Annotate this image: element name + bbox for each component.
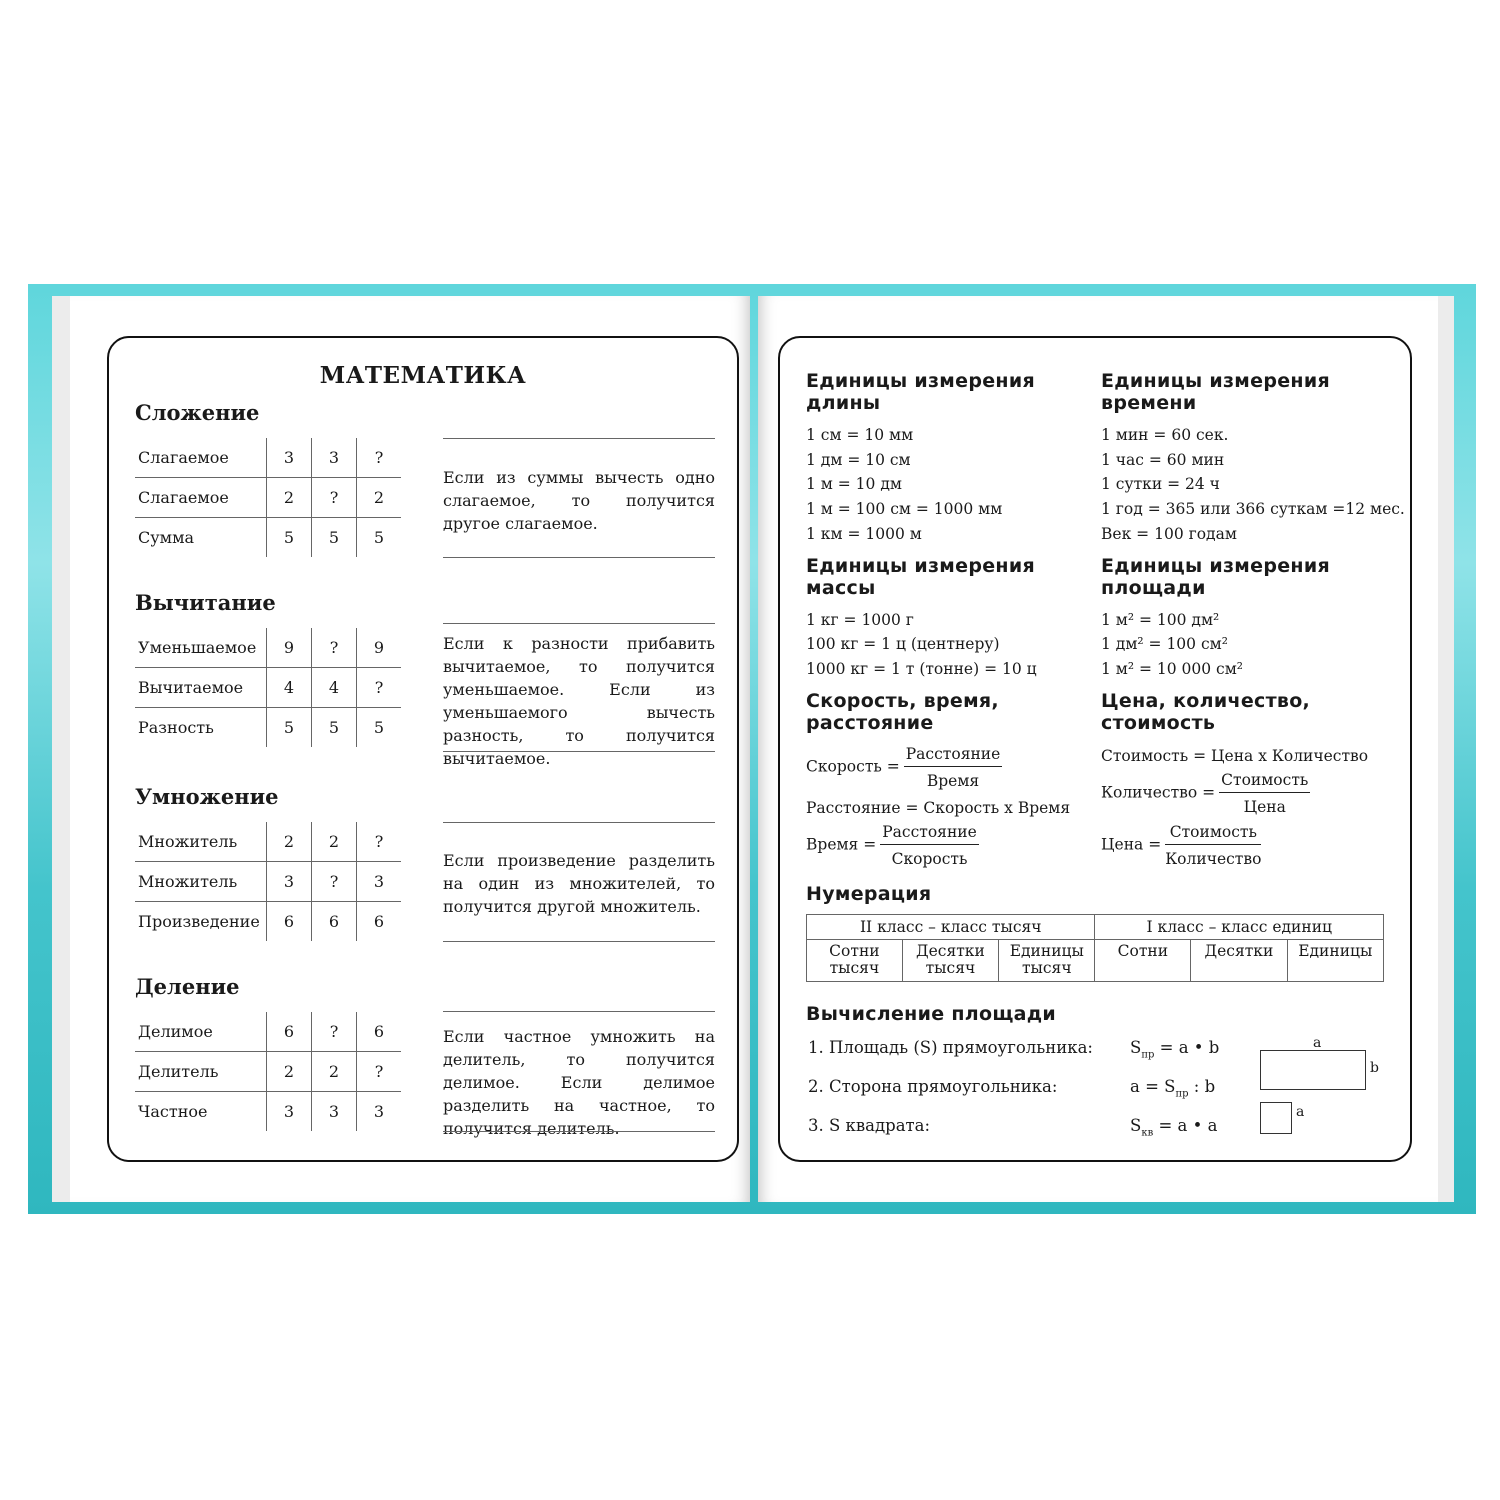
heading-numeration: Нумерация <box>806 883 932 905</box>
list-item: 1 м² = 10 000 см² <box>1101 660 1244 678</box>
cell-value: 2 <box>312 1052 357 1092</box>
area-item-side: 2. Сторона прямоугольника: <box>808 1077 1058 1096</box>
list-item: 1 см = 10 мм <box>806 426 914 444</box>
column-label: Десятки <box>916 942 985 960</box>
cell-value: 3 <box>267 862 312 902</box>
list-item: 1 дм = 10 см <box>806 451 911 469</box>
list-item: 1000 кг = 1 т (тонне) = 10 ц <box>806 660 1037 678</box>
cell-value: 6 <box>357 1012 402 1052</box>
section-heading-division: Деление <box>135 974 240 999</box>
table-row <box>135 518 401 558</box>
column-label: тысяч <box>1021 959 1072 977</box>
column-label: тысяч <box>925 959 976 977</box>
numeration-column <box>902 940 998 982</box>
cell-value: 3 <box>267 1092 312 1132</box>
list-item: 1 час = 60 мин <box>1101 451 1225 469</box>
numeration-column <box>999 940 1095 982</box>
class-thousands: II класс – класс тысяч <box>807 915 1095 940</box>
formula-rectangle-side <box>1130 1077 1215 1099</box>
cell-value: 3 <box>267 438 312 478</box>
fraction-denominator: Цена <box>1243 798 1286 816</box>
column-label: Десятки <box>1204 942 1274 960</box>
formula-cost: Стоимость = Цена х Количество <box>1101 747 1369 765</box>
heading-line: расстояние <box>806 712 934 734</box>
formula-rectangle-area <box>1130 1038 1219 1060</box>
rule-top-line <box>443 438 715 439</box>
symbol-s: S <box>1130 1116 1142 1135</box>
heading-line: Единицы измерения <box>1101 370 1330 392</box>
fraction-numerator: Стоимость <box>1219 770 1310 793</box>
cell-value: 6 <box>267 1012 312 1052</box>
table-row <box>135 668 401 708</box>
cell-value: 3 <box>357 862 402 902</box>
list-item: 1 мин = 60 сек. <box>1101 426 1229 444</box>
fraction-numerator: Расстояние <box>904 744 1003 767</box>
rule-bottom-line <box>443 941 715 942</box>
cell-value: 6 <box>267 902 312 942</box>
rule-bottom-line <box>443 557 715 558</box>
cell-value: 2 <box>267 478 312 518</box>
cell-value: ? <box>312 478 357 518</box>
square-diagram <box>1260 1102 1292 1134</box>
column-label: Единицы <box>1298 942 1373 960</box>
fraction <box>1165 822 1261 869</box>
column-label: Сотни <box>1117 942 1169 960</box>
list-item: 1 км = 1000 м <box>806 525 922 543</box>
row-label: Уменьшаемое <box>138 638 257 657</box>
cell-value: 2 <box>312 822 357 862</box>
rectangle-diagram <box>1260 1050 1366 1090</box>
right-page-frame <box>778 336 1412 1162</box>
table-row <box>135 628 401 668</box>
row-label: Делитель <box>135 1052 267 1092</box>
cell-value: 3 <box>312 438 357 478</box>
formula-tail: = a • a <box>1158 1116 1218 1135</box>
table-row <box>135 478 401 518</box>
cell-value: ? <box>312 1012 357 1052</box>
list-item: 1 м = 10 дм <box>806 475 902 493</box>
formula-tail: : b <box>1193 1077 1216 1096</box>
rule-top-line <box>443 623 715 624</box>
column-label: тысяч <box>829 959 880 977</box>
heading-line: стоимость <box>1101 712 1216 734</box>
table-row <box>135 862 401 902</box>
row-label: Частное <box>135 1092 267 1132</box>
table-division <box>135 1012 401 1131</box>
formula-square-area <box>1130 1116 1217 1138</box>
fraction-numerator: Стоимость <box>1165 822 1261 845</box>
cell-value: 5 <box>267 708 312 748</box>
column-label: Сотни <box>829 942 880 960</box>
formula-tail: = a • b <box>1159 1038 1220 1057</box>
cell-value: ? <box>357 438 402 478</box>
table-subtraction <box>135 628 401 747</box>
label-a: a <box>1313 1035 1322 1051</box>
fraction-denominator: Время <box>926 772 980 790</box>
cell-value: 6 <box>312 902 357 942</box>
fraction <box>904 744 1003 791</box>
row-label: Вычитаемое <box>135 668 267 708</box>
list-item: Век = 100 годам <box>1101 525 1237 543</box>
fraction-denominator: Скорость <box>891 850 968 868</box>
heading-time-units <box>1101 370 1330 414</box>
fraction-numerator: Расстояние <box>880 822 979 845</box>
heading-line: времени <box>1101 392 1197 414</box>
rule-text-addition: Если из суммы вычесть одно слагаемое, то получится другое слагаемое. <box>443 468 715 533</box>
numeration-table <box>806 914 1384 982</box>
cell-value: 5 <box>267 518 312 558</box>
row-label: Разность <box>135 708 267 748</box>
heading-line: площади <box>1101 577 1206 599</box>
heading-line: длины <box>806 392 881 414</box>
table-row <box>135 902 401 942</box>
formula-lhs: Скорость = <box>806 757 900 776</box>
cell-value: 5 <box>312 518 357 558</box>
class-units: I класс – класс единиц <box>1095 915 1384 940</box>
rule-bottom-line <box>443 1131 715 1132</box>
heading-line: массы <box>806 577 876 599</box>
heading-line: Единицы измерения <box>1101 555 1330 577</box>
cell-value: 2 <box>267 822 312 862</box>
area-item-square: 3. S квадрата: <box>808 1116 931 1135</box>
cell-value: 3 <box>357 1092 402 1132</box>
formula-lhs: Количество = <box>1101 783 1216 802</box>
heading-line: Цена, количество, <box>1101 690 1311 712</box>
cell-value: 3 <box>312 1092 357 1132</box>
table-row <box>807 915 1384 940</box>
column-label: Единицы <box>1009 942 1084 960</box>
cell-value: ? <box>357 668 402 708</box>
cell-value: 4 <box>312 668 357 708</box>
row-label: Сумма <box>135 518 267 558</box>
list-item: 1 м = 100 см = 1000 мм <box>806 500 1003 518</box>
section-heading-multiplication: Умножение <box>135 784 279 809</box>
rule-text-subtraction: Если к разности прибавить вычитаемое, то получится уменьшаемое. Если из уменьшаемого вычесть разность, то получится вычитаемое. <box>443 634 715 768</box>
cell-value: 2 <box>357 478 402 518</box>
cell-value: ? <box>357 1052 402 1092</box>
numeration-column <box>1095 940 1191 982</box>
row-label: Делимое <box>138 1022 213 1041</box>
table-multiplication <box>135 822 401 941</box>
list-item: 1 год = 365 или 366 суткам =12 мес. <box>1101 500 1405 518</box>
list-item: 1 дм² = 100 см² <box>1101 635 1228 653</box>
heading-mass-units <box>806 555 1035 599</box>
table-row <box>135 438 401 478</box>
table-row <box>135 1052 401 1092</box>
heading-area-units <box>1101 555 1330 599</box>
cell-value: 6 <box>357 902 402 942</box>
cell-value: 9 <box>357 628 402 668</box>
rule-top-line <box>443 822 715 823</box>
formula-quantity <box>1101 770 1310 817</box>
cell-value: 9 <box>267 628 312 668</box>
table-row <box>807 940 1384 982</box>
numeration-column <box>1287 940 1383 982</box>
subscript: кв <box>1141 1127 1154 1139</box>
formula-speed <box>806 744 1002 791</box>
rule-top-line <box>443 1011 715 1012</box>
heading-line: Скорость, время, <box>806 690 999 712</box>
area-item-rectangle: 1. Площадь (S) прямоугольника: <box>808 1038 1093 1057</box>
table-addition <box>135 438 401 557</box>
row-label: Произведение <box>135 902 267 942</box>
cell-value: 4 <box>267 668 312 708</box>
list-item: 100 кг = 1 ц (центнеру) <box>806 635 1000 653</box>
row-label: Слагаемое <box>138 448 229 467</box>
row-label: Множитель <box>138 832 238 851</box>
table-row <box>135 1092 401 1132</box>
subscript: пр <box>1175 1088 1189 1100</box>
formula-lhs: Цена = <box>1101 835 1162 854</box>
fraction <box>880 822 979 869</box>
table-row <box>135 822 401 862</box>
formula-price <box>1101 822 1261 869</box>
row-label: Слагаемое <box>135 478 267 518</box>
formula-time <box>806 822 979 869</box>
cell-value: 5 <box>357 518 402 558</box>
row-label: Множитель <box>135 862 267 902</box>
cell-value: ? <box>312 628 357 668</box>
fraction <box>1219 770 1310 817</box>
cell-value: 2 <box>267 1052 312 1092</box>
label-b: b <box>1370 1060 1379 1076</box>
formula-head: a = S <box>1130 1077 1176 1096</box>
cell-value: 5 <box>312 708 357 748</box>
label-a: a <box>1296 1104 1305 1120</box>
list-item: 1 кг = 1000 г <box>806 611 914 629</box>
numeration-column <box>807 940 903 982</box>
table-row <box>135 708 401 748</box>
page-title: МАТЕМАТИКА <box>319 362 527 389</box>
formula-lhs: Время = <box>806 835 877 854</box>
cell-value: ? <box>357 822 402 862</box>
list-item: 1 м² = 100 дм² <box>1101 611 1220 629</box>
left-page-frame <box>107 336 739 1162</box>
heading-line: Единицы измерения <box>806 555 1035 577</box>
heading-area-calculation: Вычисление площади <box>806 1003 1057 1025</box>
formula-distance: Расстояние = Скорость х Время <box>806 799 1071 817</box>
section-heading-subtraction: Вычитание <box>135 590 276 615</box>
rule-bottom-line <box>443 751 715 752</box>
list-item: 1 сутки = 24 ч <box>1101 475 1220 493</box>
heading-speed-time-distance <box>806 690 999 734</box>
table-row <box>135 1012 401 1052</box>
fraction-denominator: Количество <box>1165 850 1262 868</box>
numeration-column <box>1191 940 1287 982</box>
symbol-s: S <box>1130 1038 1142 1057</box>
heading-length-units <box>806 370 1035 414</box>
subscript: пр <box>1141 1049 1155 1061</box>
rule-text-division: Если частное умножить на делитель, то получится делимое. Если делимое разделить на частное, то получится делитель. <box>443 1027 715 1138</box>
cell-value: 5 <box>357 708 402 748</box>
heading-price-quantity-cost <box>1101 690 1310 734</box>
cell-value: ? <box>312 862 357 902</box>
heading-line: Единицы измерения <box>806 370 1035 392</box>
section-heading-addition: Сложение <box>135 400 260 425</box>
rule-text-multiplication: Если произведение разделить на один из множителей, то получится другой множитель. <box>443 851 715 916</box>
